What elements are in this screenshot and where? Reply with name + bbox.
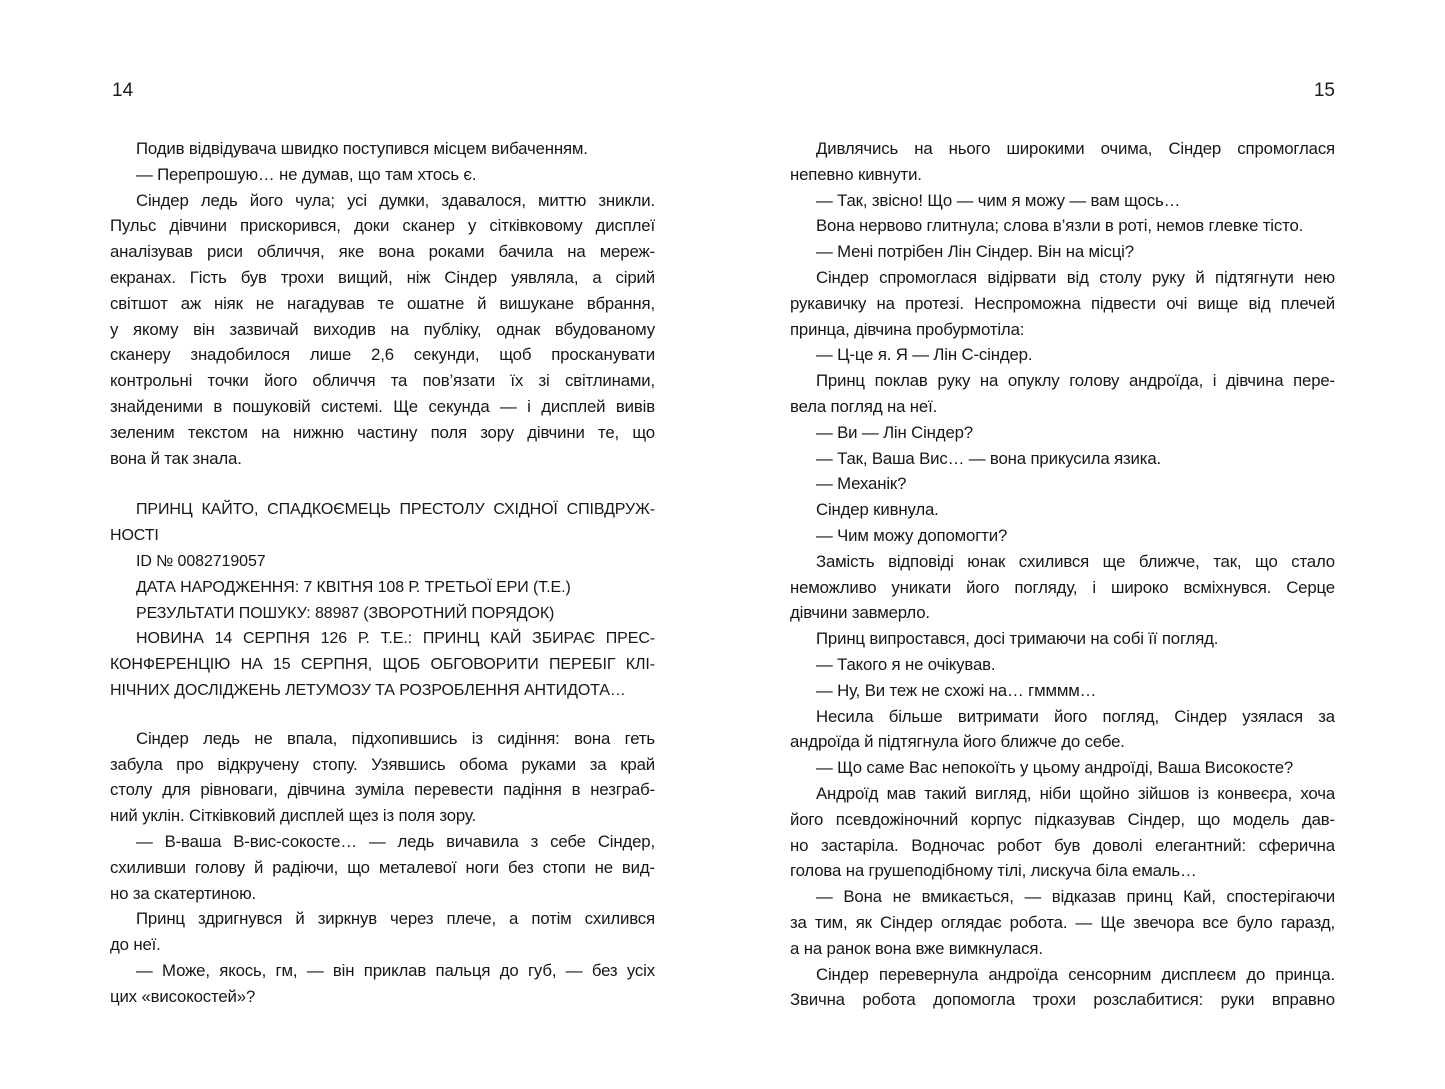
paragraph [790, 549, 1335, 626]
paragraph [110, 188, 655, 472]
text-line: вела погляд на неї. [790, 396, 938, 416]
text-line: Дивлячись на нього широкими очима, Сіндер спромоглася [816, 139, 1335, 158]
text-line: непевно кивнути. [790, 164, 922, 184]
text-line: столу для рівноваги, дівчина зуміла перевести падіння в незграб- [110, 780, 655, 800]
text-line: до неї. [110, 935, 161, 955]
text-line: зеленим текстом на нижню частину поля зору дівчини те, що [110, 422, 655, 442]
text-line: но застаріла. Водночас робот був доволі елегантний: сферична [790, 835, 1335, 855]
text-line: Подив відвідувача швидко поступився місцем вибаченням. [136, 139, 588, 158]
paragraph [110, 136, 655, 162]
paragraph [790, 136, 1335, 188]
text-line: — Ви — Лін Сіндер? [816, 422, 973, 442]
text-line: ПРИНЦ КАЙТО, СПАДКОЄМЕЦЬ ПРЕСТОЛУ СХІДНОЇ СПІВДРУЖ- [136, 501, 655, 519]
paragraph [790, 446, 1335, 472]
text-line: вона й так знала. [110, 448, 242, 468]
paragraph [110, 829, 655, 906]
text-line: — Механік? [816, 474, 907, 494]
text-line: екранах. Гість був трохи вищий, ніж Сіндер уявляла, а сірий [110, 267, 655, 287]
paragraph [110, 906, 655, 958]
paragraph [110, 162, 655, 188]
paragraph [790, 523, 1335, 549]
text-line: Принц поклав руку на опуклу голову андроїда, і дівчина пере- [816, 371, 1335, 391]
text-line: — Так, звісно! Що — чим я можу — вам щось… [816, 190, 1181, 210]
text-line: но за скатертиною. [110, 883, 257, 903]
paragraph [790, 368, 1335, 420]
text-line: Несила більше витримати його погляд, Сіндер узялася за [816, 706, 1335, 726]
text-line: — Так, Ваша Вис… — вона прикусила язика. [816, 448, 1162, 468]
paragraph [110, 958, 655, 1010]
text-line: Пульс дівчини прискорився, доки сканер у сітківковому дисплеї [110, 216, 655, 236]
text-line: світшот аж ніяк не нагадував те ошатне й вишукане вбрання, [110, 293, 655, 313]
text-line: у якому він зазвичай виходив на публіку, однак вбудованому [110, 319, 655, 339]
text-line: — Ну, Ви теж не схожі на… гмммм… [816, 680, 1097, 700]
text-line: Сіндер ледь не впала, підхопившись із сидіння: вона геть [136, 728, 655, 748]
right-page [790, 0, 1335, 1089]
left-page-text [110, 136, 655, 1010]
text-line: Сіндер спромоглася відірвати від столу руку й підтягнути нею [816, 267, 1335, 287]
text-line: — Мені потрібен Лін Сіндер. Він на місці? [816, 242, 1134, 262]
text-line: цих «високостей»? [110, 986, 256, 1006]
text-line: забула про відкручену стопу. Узявшись обома руками за край [110, 754, 655, 774]
paragraph [790, 755, 1335, 781]
text-line: неможливо уникати його погляду, і широко всміхнувся. Серце [790, 577, 1335, 597]
text-line: — Що саме Вас непокоїть у цьому андроїді, Ваша Високосте? [816, 758, 1294, 778]
text-line: рукавичку на протезі. Неспроможна підвести очі вище від плечей [790, 293, 1335, 313]
text-line: а на ранок вона вже вимкнулася. [790, 938, 1043, 958]
caps-paragraph [110, 626, 655, 703]
text-line: Принц випростався, досі тримаючи на собі її погляд. [816, 629, 1219, 649]
right-page-text [790, 136, 1335, 1013]
caps-paragraph [110, 601, 655, 627]
text-line: сканеру знадобилося лише 2,6 секунди, щоб просканувати [110, 345, 655, 365]
caps-paragraph [110, 575, 655, 601]
paragraph [110, 726, 655, 829]
text-line: ний уклін. Сітківковий дисплей щез із поля зору. [110, 806, 476, 826]
text-line: знайденими в пошуковій системі. Ще секунда — і дисплей вивів [110, 396, 655, 416]
text-line: НОВИНА 14 СЕРПНЯ 126 Р. Т.Е.: ПРИНЦ КАЙ ЗБИРАЄ ПРЕС- [136, 630, 655, 648]
paragraph [790, 652, 1335, 678]
text-line: голова на грушеподібному тілі, лискуча біла емаль… [790, 861, 1197, 881]
text-line: Вона нервово глитнула; слова в’язли в роті, немов глевке тісто. [816, 216, 1304, 236]
caps-paragraph [110, 497, 655, 549]
text-line: — Чим можу допомогти? [816, 525, 1008, 545]
text-line: його псевдожіночний корпус підказував Сіндер, що модель дав- [790, 809, 1335, 829]
caps-paragraph [110, 549, 655, 575]
text-line: — Вона не вмикається, — відказав принц Кай, спостерігаючи [816, 887, 1335, 907]
text-line: андроїда й підтягнула його ближче до себе. [790, 732, 1125, 752]
text-line: ДАТА НАРОДЖЕННЯ: 7 КВІТНЯ 108 Р. ТРЕТЬОЇ ЕРИ (Т.Е.) [136, 578, 571, 596]
paragraph [790, 213, 1335, 239]
text-line: дівчини завмерло. [790, 603, 930, 623]
text-line: схиливши голову й радіючи, що металевої ноги без стопи не вид- [110, 857, 655, 877]
page-number-left: 14 [112, 80, 134, 101]
text-line: НОСТІ [110, 527, 159, 545]
text-line: аналізував риси обличчя, яке вона роками бачила на мереж- [110, 242, 655, 262]
paragraph [790, 781, 1335, 884]
text-line: — Перепрошую… не думав, що там хтось є. [136, 164, 477, 184]
text-line: Сіндер ледь його чула; усі думки, здавалося, миттю зникли. [136, 190, 655, 210]
paragraph [790, 239, 1335, 265]
page-number-right: 15 [1313, 80, 1335, 101]
paragraph [790, 497, 1335, 523]
paragraph [790, 471, 1335, 497]
text-line: РЕЗУЛЬТАТИ ПОШУКУ: 88987 (ЗВОРОТНИЙ ПОРЯДОК) [136, 604, 555, 622]
paragraph [790, 420, 1335, 446]
paragraph [790, 704, 1335, 756]
paragraph [790, 962, 1335, 1014]
text-line: — Може, якось, гм, — він приклав пальця до губ, — без усіх [136, 960, 655, 980]
text-line: Андроїд мав такий вигляд, ніби щойно зійшов із конвеєра, хоча [816, 783, 1335, 803]
paragraph [790, 678, 1335, 704]
text-line: НІЧНИХ ДОСЛІДЖЕНЬ ЛЕТУМОЗУ ТА РОЗРОБЛЕННЯ АНТИДОТА… [110, 681, 626, 699]
paragraph [790, 265, 1335, 342]
text-line: Принц здригнувся й зиркнув через плече, а потім схилився [136, 909, 655, 929]
paragraph [790, 188, 1335, 214]
text-line: принца, дівчина пробурмотіла: [790, 319, 1025, 339]
paragraph [790, 342, 1335, 368]
left-page [110, 0, 655, 1089]
text-line: контрольні точки його обличчя та пов’язати їх зі світлинами, [110, 371, 655, 391]
text-line: за тим, як Сіндер оглядає робота. — Ще звечора все було гаразд, [790, 912, 1335, 932]
text-line: ID № 0082719057 [136, 552, 266, 570]
text-line: Сіндер перевернула андроїда сенсорним дисплеєм до принца. [816, 964, 1335, 984]
text-line: Сіндер кивнула. [816, 500, 939, 520]
text-line: — В-ваша В-вис-сокосте… — ледь вичавила з себе Сіндер, [136, 831, 655, 851]
text-line: — Ц-це я. Я — Лін С-сіндер. [816, 345, 1033, 365]
text-line: КОНФЕРЕНЦІЮ НА 15 СЕРПНЯ, ЩОБ ОБГОВОРИТИ ПЕРЕБІГ КЛІ- [110, 656, 655, 674]
paragraph [790, 626, 1335, 652]
text-line: Замість відповіді юнак схилився ще ближче, так, що стало [816, 551, 1335, 571]
paragraph [790, 884, 1335, 961]
text-line: — Такого я не очікував. [816, 654, 996, 674]
text-line: Звична робота допомогла трохи розслабитися: руки вправно [790, 990, 1335, 1010]
